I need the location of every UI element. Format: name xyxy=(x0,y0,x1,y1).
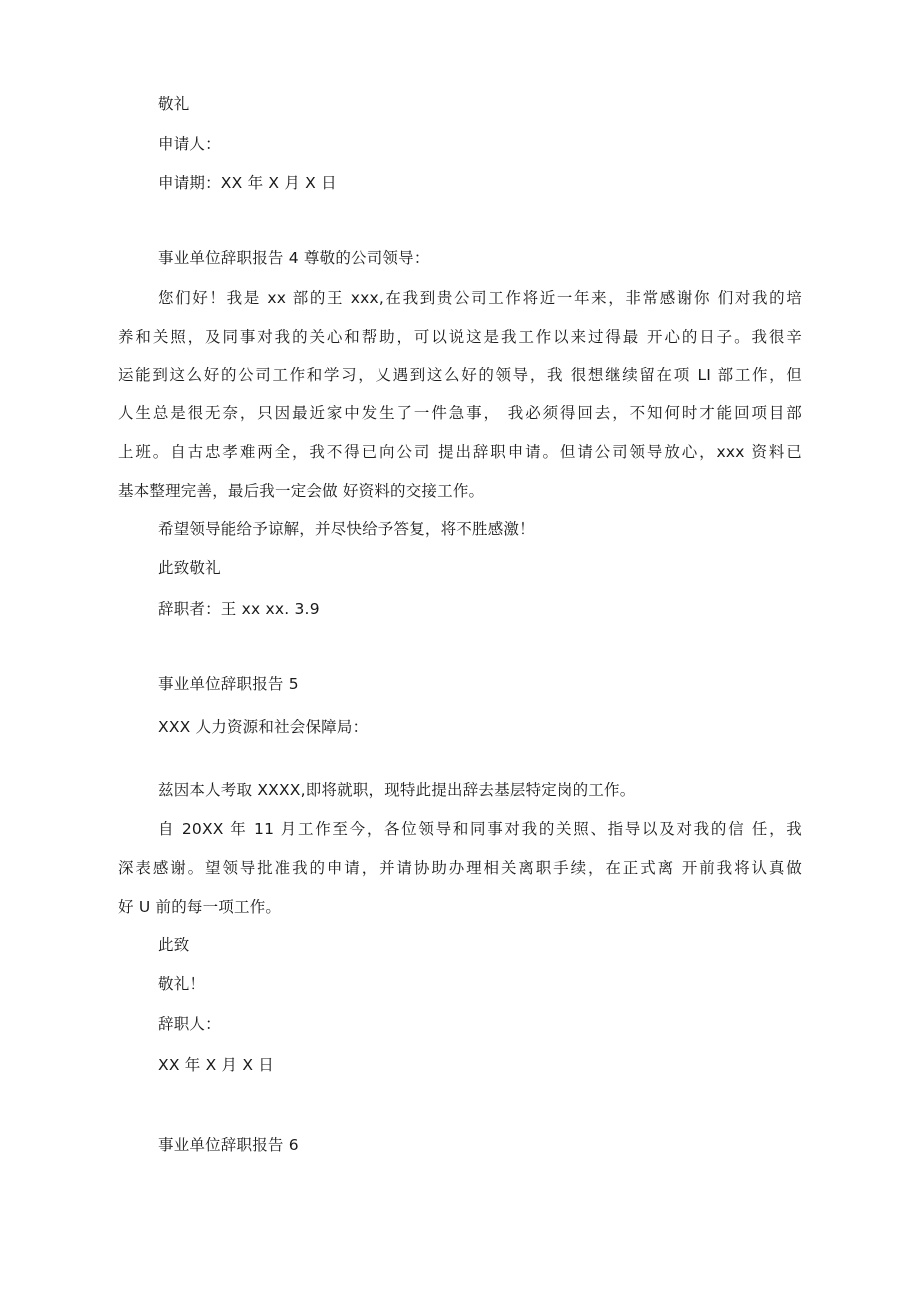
report6-heading: 事业单位辞职报告 6 xyxy=(158,1136,299,1154)
report4-paragraph-line: 养和关照，及同事对我的关心和帮助，可以说这是我工作以来过得最 开心的日子。我很辛 xyxy=(118,328,802,346)
report5-paragraph-line: 自 20XX 年 11 月工作至今，各位领导和同事对我的关照、指导以及对我的信 任，我 xyxy=(158,820,802,838)
report5-paragraph-line: 好 U 前的每一项工作。 xyxy=(118,898,282,916)
report5-recipient: XXX 人力资源和社会保障局： xyxy=(158,718,369,736)
report4-paragraph-line: 基本整理完善，最后我一定会做 好资料的交接工作。 xyxy=(118,482,485,500)
application-date: 申请期：XX 年 X 月 X 日 xyxy=(158,174,337,192)
salutation: 敬礼 xyxy=(158,95,190,113)
report4-hope-paragraph: 希望领导能给予谅解，并尽快给予答复，将不胜感激！ xyxy=(158,520,535,538)
report5-heading: 事业单位辞职报告 5 xyxy=(158,675,299,693)
report5-paragraph-line: 深表感谢。望领导批准我的申请，并请协助办理相关离职手续，在正式离 开前我将认真做 xyxy=(118,859,802,877)
report4-signature: 辞职者：王 xx xx. 3.9 xyxy=(158,600,320,618)
report5-paragraph: 兹因本人考取 XXXX,即将就职，现特此提出辞去基层特定岗的工作。 xyxy=(158,781,636,799)
report5-closing-salute: 敬礼！ xyxy=(158,975,206,993)
report5-closing: 此致 xyxy=(158,936,190,954)
report4-paragraph-line: 上班。自古忠孝难两全，我不得已向公司 提出辞职申请。但请公司领导放心，xxx 资料已 xyxy=(118,443,802,461)
report4-heading: 事业单位辞职报告 4 尊敬的公司领导： xyxy=(158,249,430,267)
report5-date: XX 年 X 月 X 日 xyxy=(158,1056,275,1074)
report4-paragraph-line: 运能到这么好的公司工作和学习，乂遇到这么好的领导，我 很想继续留在项 LI 部工作，但 xyxy=(118,366,802,384)
report4-paragraph-line: 您们好！我是 xx 部的王 xxx,在我到贵公司工作将近一年来，非常感谢你 们对我的培 xyxy=(158,289,802,307)
applicant-label: 申请人： xyxy=(158,135,221,153)
report4-paragraph-line: 人生总是很无奈，只因最近家中发生了一件急事， 我必须得回去，不知何时才能回项目部 xyxy=(118,404,802,422)
report5-signature: 辞职人： xyxy=(158,1015,221,1033)
report4-closing: 此致敬礼 xyxy=(158,559,221,577)
